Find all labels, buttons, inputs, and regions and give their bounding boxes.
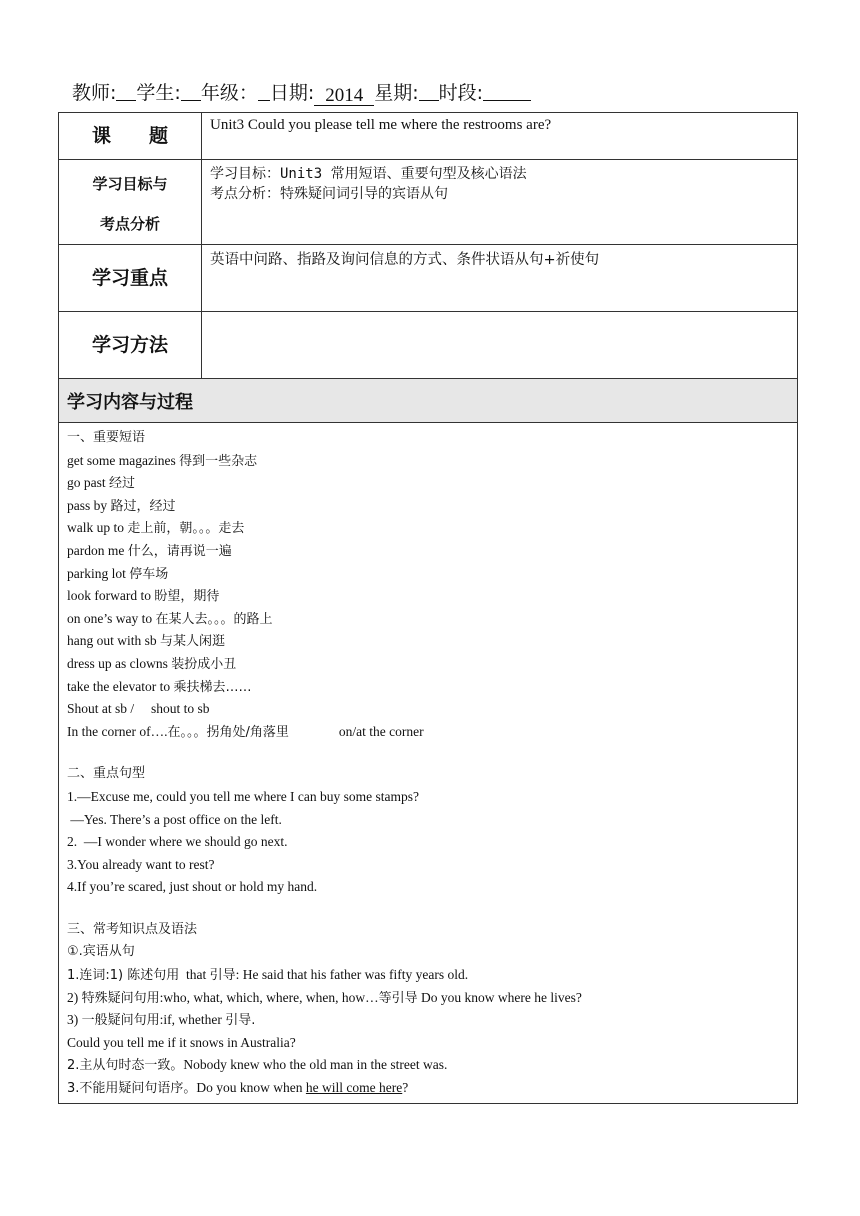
grammar-part: Do you know when [196, 1080, 306, 1096]
key-points-label: 学习重点 [91, 267, 168, 289]
process-row [59, 379, 798, 423]
key-points-label-cell [59, 245, 202, 312]
phrase-cn: 什么，请再说一遍 [127, 543, 232, 559]
grammar-part: :who, what, which, where, when, how… [159, 989, 379, 1005]
objectives-label-line2: 考点分析 [99, 215, 160, 233]
phrase-en: hang out with sb [67, 633, 160, 649]
grammar-line: Could you tell me if it snows in Australia? [67, 1034, 296, 1050]
phrase-item [67, 563, 797, 586]
key-points-row [59, 245, 798, 312]
phrase-en: get some magazines [67, 452, 180, 468]
phrase-en: pass by [67, 497, 111, 513]
grammar-part: 等引导 [378, 990, 418, 1006]
phrase-cn: 盼望，期待 [154, 589, 220, 605]
grammar-part: Nobody knew who the old man in the street was. [183, 1057, 448, 1073]
objectives-line2: 考点分析：特殊疑问词引导的宾语从句 [210, 186, 448, 202]
phrase-item [67, 608, 797, 631]
topic-value: Unit3 Could you please tell me where the restrooms are? [202, 113, 798, 160]
phrase-cn: 得到一些杂志 [179, 453, 258, 469]
key-points-value: 英语中问路、指路及询问信息的方式、条件状语从句+祈使句 [202, 245, 798, 312]
content-cell [59, 423, 798, 1104]
phrase-en: go past [67, 475, 109, 491]
sentence-item: 4.If you’re scared, just shout or hold my hand. [67, 879, 318, 895]
corner-line [67, 721, 797, 744]
objectives-row [59, 160, 798, 245]
phrase-en: look forward to [67, 588, 155, 604]
phrase-en: on one’s way to [67, 610, 156, 626]
phrase-cn: 乘扶梯去…… [173, 679, 252, 695]
grammar-part: ? [402, 1080, 409, 1096]
grade-blank [258, 80, 270, 101]
phrase-item [67, 495, 797, 518]
lesson-table [58, 112, 798, 1104]
objectives-value-cell [202, 160, 798, 245]
underlined-clause: he will come here [305, 1080, 403, 1096]
grammar-line [67, 964, 797, 987]
period-label: 时段: [438, 82, 484, 104]
grammar-part: :if, whether [159, 1012, 226, 1028]
phrase-en: pardon me [67, 542, 128, 558]
process-label: 学习内容与过程 [59, 379, 798, 423]
grammar-part: 一般疑问句用 [81, 1013, 160, 1029]
sentence-item: 1.—Excuse me, could you tell me where I can buy some stamps? [67, 788, 420, 804]
grammar-part: 3) [67, 1012, 82, 1028]
phrase-item [67, 585, 797, 608]
content-row [59, 423, 798, 1104]
teacher-blank [116, 80, 136, 101]
phrase-en: dress up as clowns [67, 655, 172, 671]
phrase-cn: 走上前，朝。。。走去 [127, 521, 245, 537]
phrase-cn: 经过 [109, 476, 136, 492]
corner-en-b: on/at the corner [338, 723, 424, 739]
grade-label: 年级： [200, 82, 258, 104]
grammar-part: 1.连词:1) [67, 968, 128, 984]
objectives-line1: 学习目标：Unit3 常用短语、重要句型及核心语法 [210, 166, 527, 182]
sentence-item: —Yes. There’s a post office on the left. [67, 811, 282, 827]
phrase-item [67, 540, 797, 563]
phrase-en: take the elevator to [67, 678, 174, 694]
section3-title: 三、常考知识点及语法 [67, 921, 198, 937]
grammar-line [67, 1077, 797, 1100]
phrase-item [67, 472, 797, 495]
sentence-item: 2. —I wonder where we should go next. [67, 834, 288, 850]
header-info-line [72, 78, 531, 106]
sub-title: ①.宾语从句 [67, 944, 135, 960]
grammar-line [67, 1054, 797, 1077]
topic-label-cell [59, 113, 202, 160]
shout-line: Shout at sb / shout to sb [67, 701, 210, 717]
phrase-cn: 在某人去。。。的路上 [155, 611, 273, 627]
sentence-item: 3.You already want to rest? [67, 856, 215, 872]
weekday-label: 星期: [374, 82, 419, 104]
method-value [202, 312, 798, 379]
grammar-part: 2) [67, 989, 82, 1005]
corner-cn: 在。。。拐角处/角落里 [167, 724, 289, 740]
section1-title: 一、重要短语 [67, 430, 146, 445]
phrase-en: parking lot [67, 565, 130, 581]
student-label: 学生: [136, 82, 181, 104]
phrase-item [67, 653, 797, 676]
weekday-blank [419, 80, 439, 101]
period-blank [483, 80, 531, 101]
phrase-item [67, 676, 797, 699]
grammar-part: 引导. [225, 1013, 256, 1029]
objectives-label-cell [59, 160, 202, 245]
phrase-cn: 装扮成小丑 [171, 656, 237, 672]
method-label-cell [59, 312, 202, 379]
phrase-item [67, 517, 797, 540]
phrase-en: walk up to [67, 520, 128, 536]
phrase-cn: 路过，经过 [110, 498, 176, 514]
grammar-part: 3.不能用疑问句语序。 [67, 1081, 197, 1097]
section2-title: 二、重点句型 [67, 766, 146, 782]
grammar-part: Do you know where he lives? [417, 989, 582, 1005]
grammar-part: 陈述句用 [127, 968, 180, 984]
grammar-line [67, 1009, 797, 1032]
method-row [59, 312, 798, 379]
grammar-part: 特殊疑问句用 [81, 990, 160, 1006]
grammar-part: : He said that his father was fifty years old. [235, 967, 469, 983]
grammar-part: that [179, 967, 210, 983]
grammar-part: 引导 [209, 968, 236, 984]
teacher-label: 教师: [72, 82, 117, 104]
phrase-cn: 与某人闲逛 [160, 634, 226, 650]
corner-en: In the corner of…. [67, 723, 168, 739]
objectives-label-line1: 学习目标与 [92, 175, 168, 193]
grammar-part: 2.主从句时态一致。 [67, 1058, 184, 1074]
grammar-line [67, 987, 797, 1010]
date-label: 日期: [269, 82, 315, 104]
method-label: 学习方法 [91, 334, 168, 356]
topic-row [59, 113, 798, 160]
student-blank [181, 80, 201, 101]
phrase-cn: 停车场 [129, 566, 169, 582]
topic-label: 课 题 [91, 125, 168, 147]
phrase-item [67, 630, 797, 653]
phrase-item [67, 450, 797, 473]
date-value: 2014 [314, 85, 374, 106]
